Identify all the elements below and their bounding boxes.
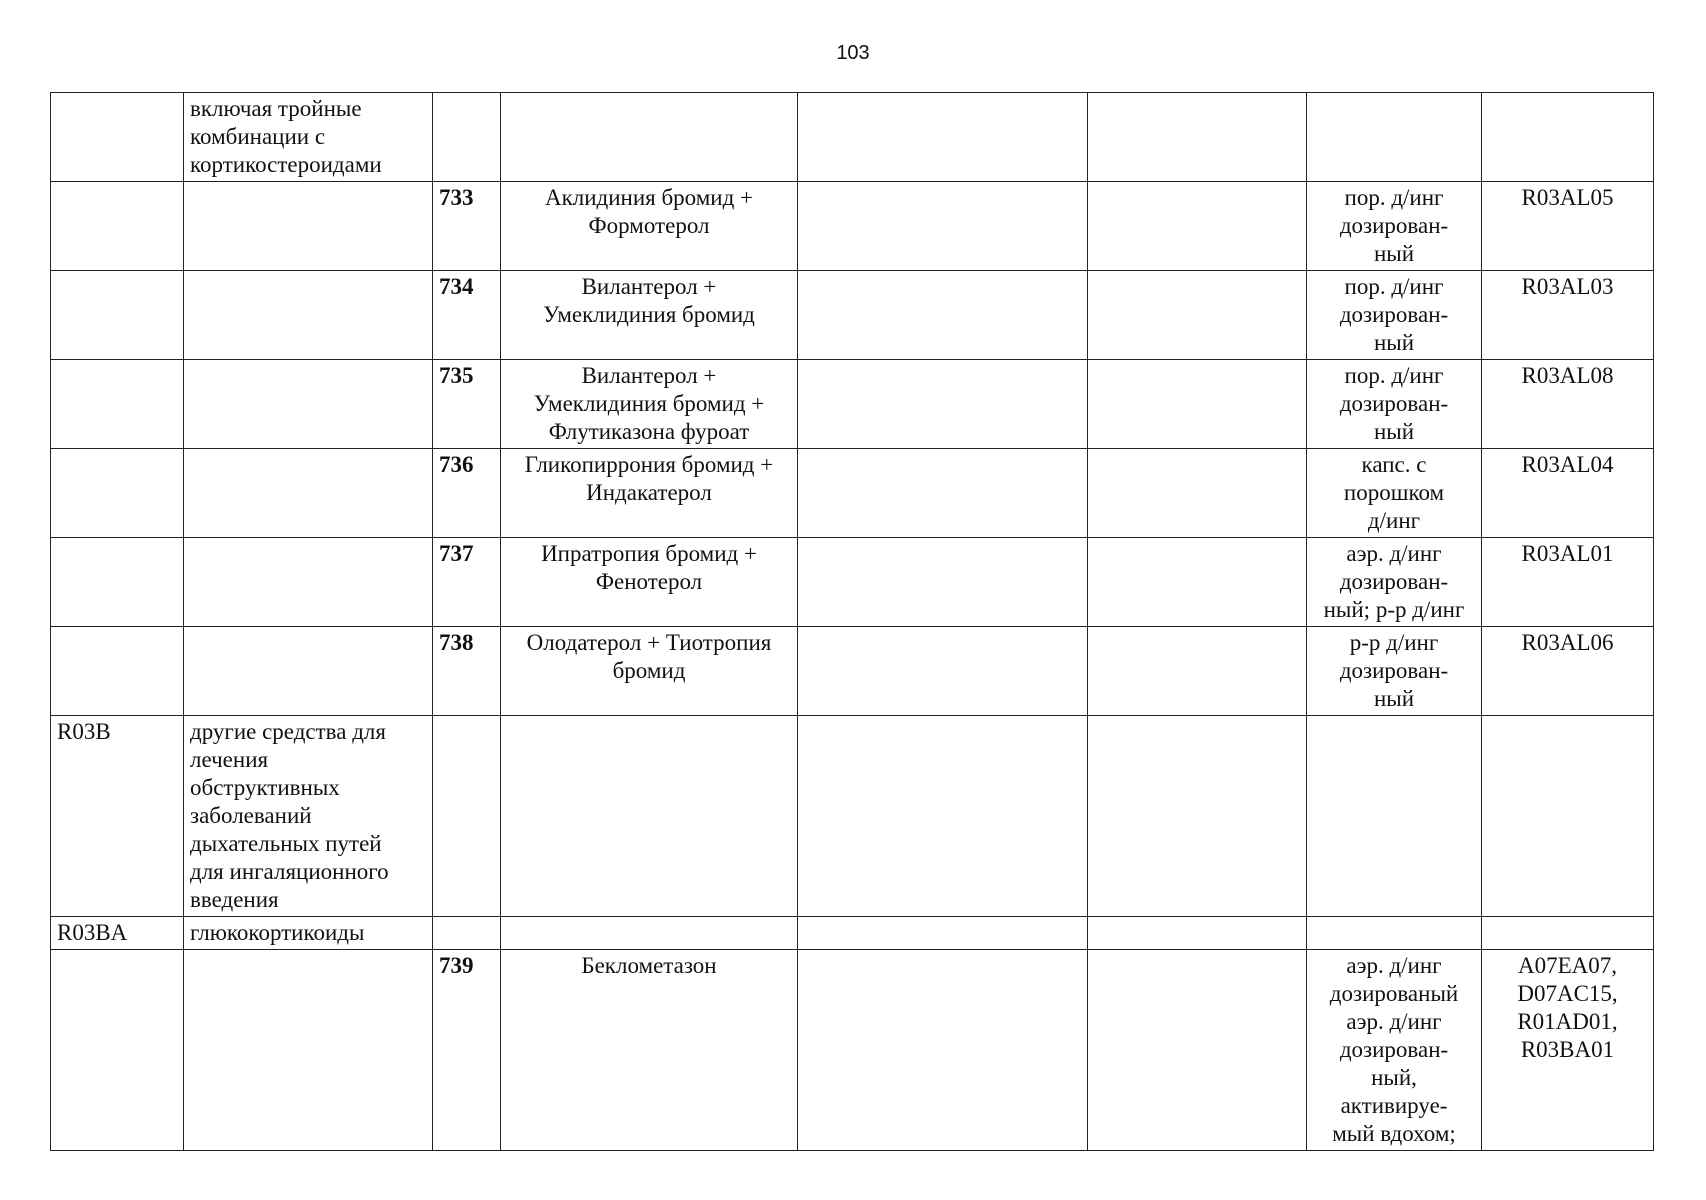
table-row [51,93,1654,182]
dosage-form: пор. д/инг дозирован- ный [1307,182,1482,271]
table-row [51,182,1654,271]
empty-cell [798,538,1088,627]
empty-cell [798,917,1088,950]
drug-name: Беклометазон [501,950,798,1151]
table-row [51,360,1654,449]
empty-cell [1088,538,1307,627]
atc-group-code: R03B [51,716,184,917]
item-number [433,93,501,182]
table-row [51,950,1654,1151]
dosage-form: р-р д/инг дозирован- ный [1307,627,1482,716]
dosage-form: пор. д/инг дозирован- ный [1307,271,1482,360]
atc-group-name: включая тройные комбинации с кортикостероидами [184,93,433,182]
empty-cell [1088,93,1307,182]
atc-group-name [184,950,433,1151]
atc-group-name [184,449,433,538]
empty-cell [798,182,1088,271]
empty-cell [798,449,1088,538]
table-row [51,716,1654,917]
dosage-form: пор. д/инг дозирован- ный [1307,360,1482,449]
drug-name: Ипратропия бромид + Фенотерол [501,538,798,627]
drug-name: Вилантерол + Умеклидиния бромид [501,271,798,360]
dosage-form: аэр. д/инг дозирован- ный; р-р д/инг [1307,538,1482,627]
atc-group-code [51,360,184,449]
item-number: 736 [433,449,501,538]
drug-name [501,716,798,917]
dosage-form [1307,716,1482,917]
empty-cell [1088,449,1307,538]
empty-cell [1088,716,1307,917]
empty-cell [1088,917,1307,950]
atc-group-code [51,538,184,627]
atc-group-name [184,627,433,716]
item-number [433,716,501,917]
atc-code: R03AL06 [1482,627,1654,716]
item-number: 737 [433,538,501,627]
dosage-form: капс. с порошком д/инг [1307,449,1482,538]
atc-group-name [184,182,433,271]
atc-group-code [51,271,184,360]
empty-cell [1088,360,1307,449]
item-number: 733 [433,182,501,271]
table-row [51,627,1654,716]
atc-group-code [51,950,184,1151]
item-number [433,917,501,950]
table-row [51,917,1654,950]
dosage-form [1307,93,1482,182]
atc-group-name [184,271,433,360]
atc-code: R03AL05 [1482,182,1654,271]
atc-code [1482,716,1654,917]
atc-code [1482,93,1654,182]
item-number: 739 [433,950,501,1151]
table-row [51,271,1654,360]
drug-name: Гликопиррония бромид + Индакатерол [501,449,798,538]
empty-cell [798,360,1088,449]
table-row [51,538,1654,627]
atc-code: R03AL03 [1482,271,1654,360]
empty-cell [1088,627,1307,716]
empty-cell [798,271,1088,360]
empty-cell [798,93,1088,182]
atc-group-code: R03BA [51,917,184,950]
atc-group-code [51,182,184,271]
table-body [51,93,1654,1151]
table-row [51,449,1654,538]
atc-group-name [184,538,433,627]
drug-table [50,92,1654,1151]
drug-name [501,93,798,182]
page-number: 103 [836,42,870,64]
drug-name [501,917,798,950]
drug-name: Вилантерол + Умеклидиния бромид + Флутиказона фуроат [501,360,798,449]
empty-cell [798,950,1088,1151]
dosage-form [1307,917,1482,950]
atc-group-name [184,360,433,449]
dosage-form: аэр. д/инг дозированый аэр. д/инг дозирован- ный, активируе- мый вдохом; [1307,950,1482,1151]
empty-cell [798,627,1088,716]
empty-cell [1088,271,1307,360]
atc-code: R03AL08 [1482,360,1654,449]
item-number: 738 [433,627,501,716]
item-number: 735 [433,360,501,449]
atc-group-name: глюкокортикоиды [184,917,433,950]
atc-group-name: другие средства для лечения обструктивных заболеваний дыхательных путей для ингаляционного введения [184,716,433,917]
empty-cell [1088,182,1307,271]
item-number: 734 [433,271,501,360]
atc-code: A07EA07, D07AC15, R01AD01, R03BA01 [1482,950,1654,1151]
drug-name: Олодатерол + Тиотропия бромид [501,627,798,716]
atc-group-code [51,627,184,716]
atc-code [1482,917,1654,950]
atc-code: R03AL01 [1482,538,1654,627]
empty-cell [1088,950,1307,1151]
atc-code: R03AL04 [1482,449,1654,538]
empty-cell [798,716,1088,917]
atc-group-code [51,449,184,538]
atc-group-code [51,93,184,182]
drug-name: Аклидиния бромид + Формотерол [501,182,798,271]
